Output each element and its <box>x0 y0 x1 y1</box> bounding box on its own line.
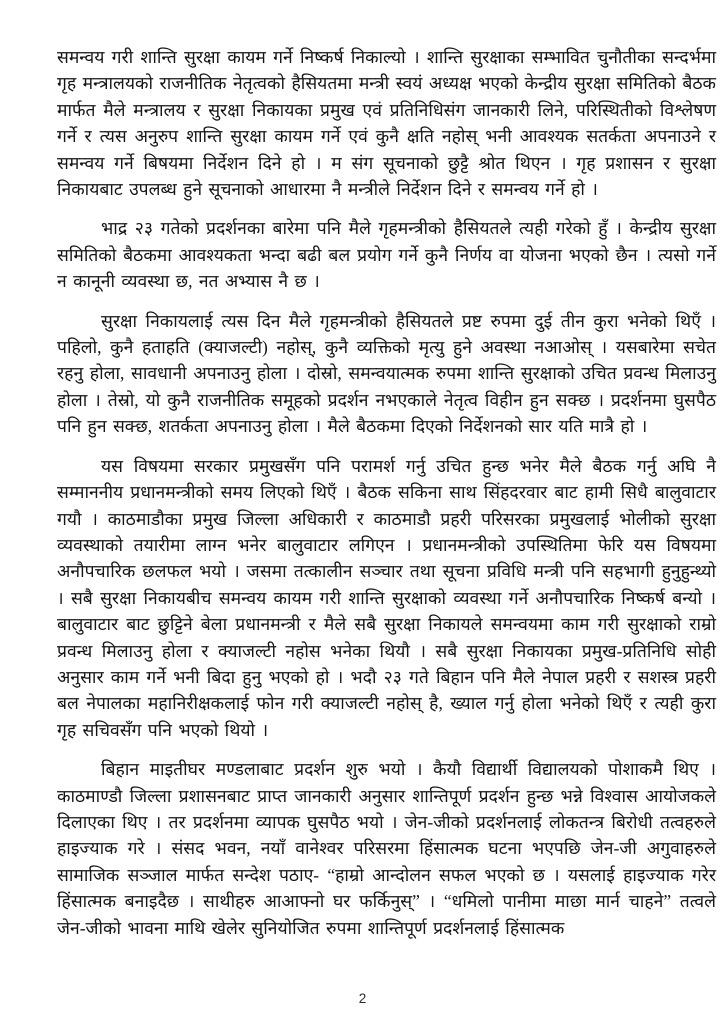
paragraph-3: सुरक्षा निकायलाई त्यस दिन मैले गृहमन्त्रीको हैसियतले प्रष्ट रुपमा दुई तीन कुरा भनेको थिएँ । पहिलो, कुनै हताहति (क्याजल्टी) नहोस्, कुनै व्यक्तिको मृत्यु हुने अवस्था नआओस् । यसबारेमा सचेत रहनु होला, सावधानी अपनाउनु होला । दोस्रो, समन्वयात्मक रुपमा शान्ति सुरक्षाको उचित प्रवन्ध मिलाउनु होला । तेस्रो, यो कुनै राजनीतिक समूहको प्रदर्शन नभएकाले नेतृत्व विहीन हुन सक्छ । प्रदर्शनमा घुसपैठ पनि हुन सक्छ, शतर्कता अपनाउनु होला । मैले बैठकमा दिएको निर्देशनको सार यति मात्रै हो । <box>57 310 716 437</box>
page-body <box>57 44 716 954</box>
paragraph-1: समन्वय गरी शान्ति सुरक्षा कायम गर्ने निष्कर्ष निकाल्यो । शान्ति सुरक्षाका सम्भावित चुनौतीका सन्दर्भमा गृह मन्त्रालयको राजनीतिक नेतृत्वको हैसियतमा मन्त्री स्वयं अध्यक्ष भएको केन्द्रीय सुरक्षा समितिको बैठक मार्फत मैले मन्त्रालय र सुरक्षा निकायका प्रमुख एवं प्रतिनिधिसंग जानकारी लिने, परिस्थितीको विश्लेषण गर्ने र त्यस अनुरुप शान्ति सुरक्षा कायम गर्ने एवं कुनै क्षति नहोस् भनी आवश्यक सतर्कता अपनाउने र समन्वय गर्ने बिषयमा निर्देशन दिने हो । म संग सूचनाको छुट्टै श्रोत थिएन । गृह प्रशासन र सुरक्षा निकायबाट उपलब्ध हुने सूचनाको आधारमा नै मन्त्रीले निर्देशन दिने र समन्वय गर्ने हो । <box>57 47 716 200</box>
paragraph-4: यस विषयमा सरकार प्रमुखसँग पनि परामर्श गर्नु उचित हुन्छ भनेर मैले बैठक गर्नु अघि नै सम्माननीय प्रधानमन्त्रीको समय लिएको थिएँ । बैठक सकिना साथ सिंहदरवार बाट हामी सिधै बालुवाटार गयौ । काठमाडौका प्रमुख जिल्ला अधिकारी र काठमाडौ प्रहरी परिसरका प्रमुखलाई भोलीको सुरक्षा व्यवस्थाको तयारीमा लाग्न भनेर बालुवाटार लगिएन । प्रधानमन्त्रीको उपस्थितिमा फेरि यस विषयमा अनौपचारिक छलफल भयो । जसमा तत्कालीन सञ्चार तथा सूचना प्रविधि मन्त्री पनि सहभागी हुनुहुन्थ्यो । सबै सुरक्षा निकायबीच समन्वय कायम गरी शान्ति सुरक्षाको व्यवस्था गर्ने अनौपचारिक निष्कर्ष बन्यो । बालुवाटार बाट छुट्टिने बेला प्रधानमन्त्री र मैले सबै सुरक्षा निकायले समन्वयमा काम गरी सुरक्षाको राम्रो प्रवन्ध मिलाउनु होला र क्याजल्टी नहोस भनेका थियौ । सबै सुरक्षा निकायका प्रमुख-प्रतिनिधि सोही अनुसार काम गर्ने भनी बिदा हुनु भएको हो । भदौ २३ गते बिहान पनि मैले नेपाल प्रहरी र सशस्त्र प्रहरी बल नेपालका महानिरीक्षकलाई फोन गरी क्याजल्टी नहोस् है, ख्याल गर्नु होला भनेको थिएँ र त्यही कुरा गृह सचिवसँग पनि भएको थियो । <box>57 455 716 740</box>
page-number: 2 <box>358 991 367 1006</box>
paragraph-5: बिहान माइतीघर मण्डलाबाट प्रदर्शन शुरु भयो । कैयौ विद्यार्थी विद्यालयको पोशाकमै थिए । काठमाण्डौ जिल्ला प्रशासनबाट प्राप्त जानकारी अनुसार शान्तिपूर्ण प्रदर्शन हुन्छ भन्ने विश्वास आयोजकले दिलाएका थिए । तर प्रदर्शनमा व्यापक घुसपैठ भयो । जेन-जीको प्रदर्शनलाई लोकतन्त्र बिरोधी तत्वहरुले हाइज्याक गरे । संसद भवन, नयाँ वानेश्वर परिसरमा हिंसात्मक घटना भएपछि जेन-जी अगुवाहरुले सामाजिक सञ्जाल मार्फत सन्देश पठाए- “हाम्रो आन्दोलन सफल भएको छ । यसलाई हाइज्याक गरेर हिंसात्मक बनाइदैछ । साथीहरु आआफ्नो घर फर्किनुस्” । “धमिलो पानीमा माछा मार्न चाहने” तत्वले जेन-जीको भावना माथि खेलेर सुनियोजित रुपमा शान्तिपूर्ण प्रदर्शनलाई हिंसात्मक <box>57 759 716 938</box>
paragraph-2: भाद्र २३ गतेको प्रदर्शनका बारेमा पनि मैले गृहमन्त्रीको हैसियतले त्यही गरेको हुँ । केन्द्रीय सुरक्षा समितिको बैठकमा आवश्यकता भन्दा बढी बल प्रयोग गर्ने कुनै निर्णय वा योजना भएको छैन । त्यसो गर्ने न कानूनी व्यवस्था छ, नत अभ्यास नै छ । <box>57 218 716 292</box>
